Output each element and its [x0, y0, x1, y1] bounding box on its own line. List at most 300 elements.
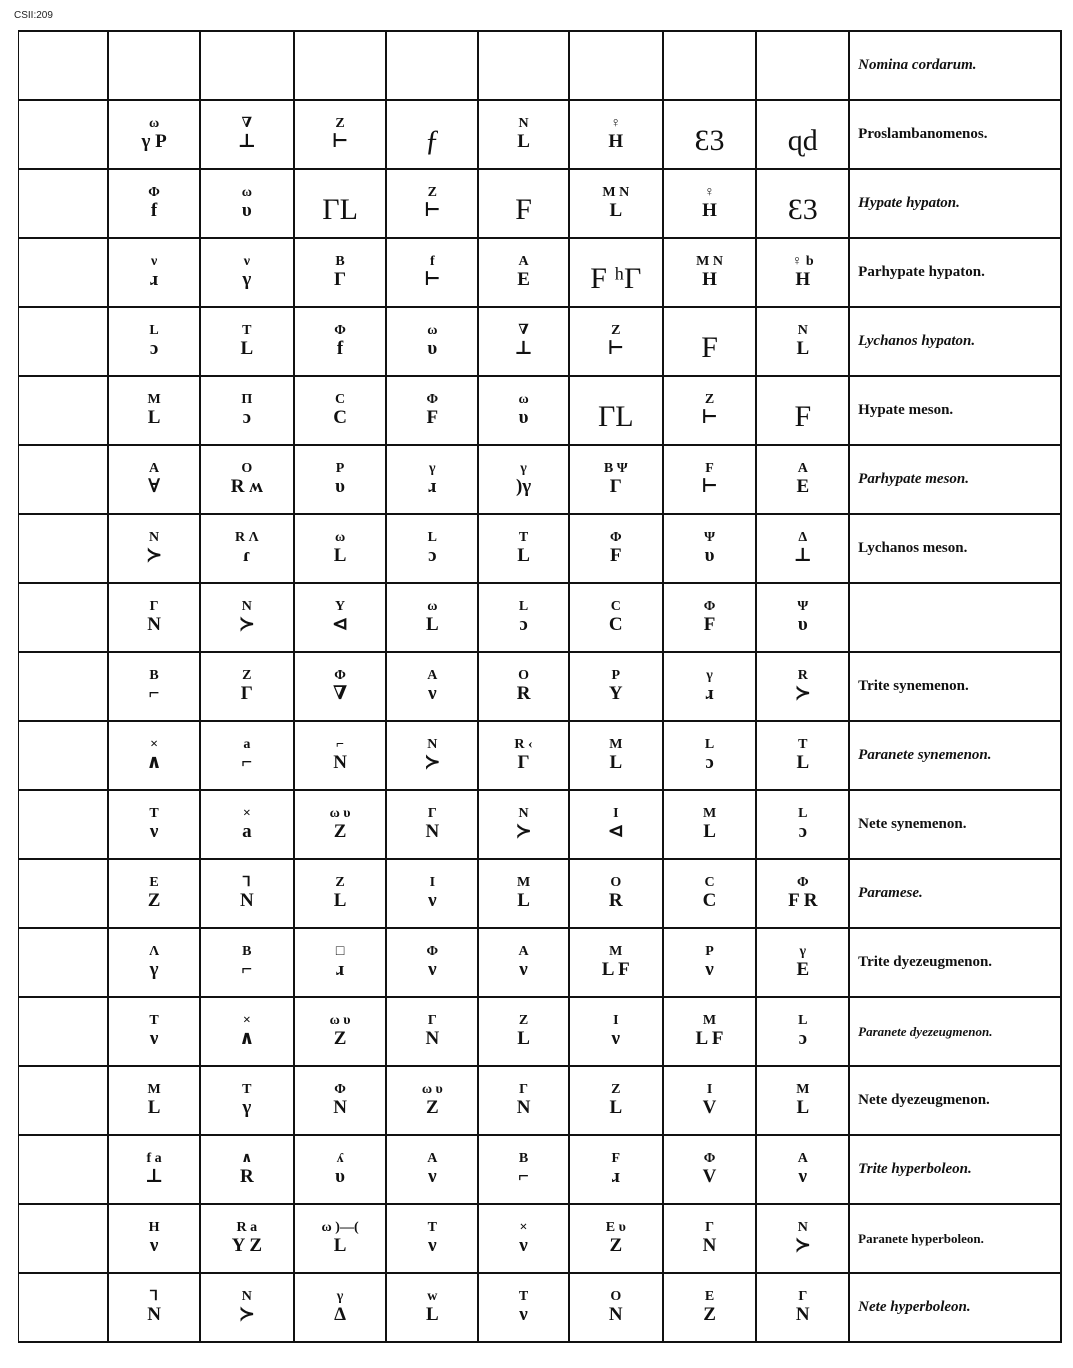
notation-cell — [386, 238, 478, 307]
notation-symbol — [241, 393, 252, 428]
vocal-sign: P — [611, 668, 621, 684]
instrumental-sign: f — [150, 199, 158, 221]
vocal-sign: × — [519, 1220, 528, 1236]
instrumental-sign: L — [333, 544, 347, 566]
instrumental-sign: Z — [333, 820, 347, 842]
instrumental-sign: ∀ — [147, 475, 161, 497]
notation-cell — [569, 1066, 663, 1135]
notation-symbol — [334, 255, 346, 290]
notation-cell — [294, 790, 387, 859]
notation-cell — [756, 100, 849, 169]
instrumental-sign: ⊥ — [237, 130, 256, 152]
vocal-sign: Ψ — [797, 599, 809, 615]
vocal-sign: I — [613, 1013, 619, 1029]
notation-cell — [663, 169, 757, 238]
vocal-sign: Γ — [427, 806, 437, 822]
vocal-sign: F — [611, 1151, 621, 1167]
vocal-sign: ∧ — [241, 1151, 253, 1167]
notation-cell — [200, 859, 294, 928]
notation-cell — [756, 445, 849, 514]
notation-cell — [478, 1273, 569, 1342]
notation-symbol — [147, 1290, 161, 1325]
vocal-sign: f — [429, 254, 435, 270]
instrumental-sign: ɔ — [149, 337, 159, 359]
notation-cell — [756, 238, 849, 307]
string-name-label: Proslambanomenos. — [849, 100, 1061, 169]
instrumental-sign: ν — [428, 958, 437, 980]
instrumental-sign: f — [336, 337, 344, 359]
notation-symbol — [241, 738, 252, 773]
blank-cell — [19, 238, 109, 307]
blank-cell — [19, 1066, 109, 1135]
notation-symbol — [609, 1083, 622, 1118]
blank-cell — [19, 583, 109, 652]
instrumental-sign: ɹ — [611, 1165, 621, 1187]
string-name-label: Paranete synemenon. — [849, 721, 1061, 790]
notation-cell — [386, 445, 478, 514]
notation-symbol — [427, 324, 437, 359]
vocal-sign: f a — [146, 1151, 162, 1167]
instrumental-sign: L — [517, 1027, 530, 1049]
notation-symbol — [604, 462, 628, 497]
notation-symbol — [333, 669, 347, 704]
notation-symbol — [705, 669, 713, 704]
notation-cell — [294, 445, 387, 514]
vocal-sign: O — [610, 1289, 622, 1305]
vocal-sign: A — [518, 944, 529, 960]
page-id: CSII:209 — [14, 10, 53, 21]
vocal-sign: ω υ — [329, 806, 351, 822]
notation-symbol — [149, 669, 160, 704]
notation-symbol — [335, 1152, 345, 1187]
vocal-sign: C — [704, 875, 715, 891]
vocal-sign: E — [704, 1289, 715, 1305]
string-name-label: Hypate hypaton. — [849, 169, 1061, 238]
instrumental-sign: N — [147, 613, 161, 635]
notation-symbol — [517, 1014, 530, 1049]
instrumental-sign: ⊢ — [331, 130, 349, 152]
empty-header-cell — [478, 31, 569, 100]
instrumental-sign: L — [609, 1096, 623, 1118]
vocal-sign: Z — [427, 185, 437, 201]
instrumental-sign: L F — [695, 1027, 724, 1049]
notation-cell — [756, 1135, 849, 1204]
vocal-sign — [322, 182, 358, 194]
notation-symbol — [609, 1290, 623, 1325]
instrumental-sign: H — [795, 268, 811, 290]
instrumental-sign: υ — [518, 406, 529, 428]
notation-cell — [756, 859, 849, 928]
notation-symbol — [336, 945, 344, 980]
blank-cell — [19, 1135, 109, 1204]
instrumental-sign: ⌐ — [241, 751, 253, 773]
instrumental-sign: ɹ — [705, 682, 714, 704]
notation-cell — [663, 1135, 757, 1204]
notation-cell — [756, 514, 849, 583]
vocal-sign: C — [335, 392, 346, 408]
instrumental-sign: υ — [241, 199, 252, 221]
string-name-label: Trite synemenon. — [849, 652, 1061, 721]
notation-cell — [663, 1066, 757, 1135]
vocal-sign — [788, 182, 818, 194]
notation-cell — [663, 928, 757, 997]
vocal-sign: Γ — [149, 599, 159, 615]
vocal-sign — [701, 320, 718, 332]
notation-symbol — [514, 324, 532, 359]
instrumental-sign: Z — [333, 1027, 347, 1049]
vocal-sign: Γ — [798, 1289, 808, 1305]
instrumental-sign: ɔ — [705, 751, 714, 773]
instrumental-sign: L — [609, 751, 623, 773]
vocal-sign: R — [797, 668, 808, 684]
notation-symbol — [231, 462, 263, 497]
vocal-sign: Φ — [334, 1082, 346, 1098]
notation-cell — [200, 238, 294, 307]
notation-cell — [663, 238, 757, 307]
vocal-sign: I — [613, 806, 619, 822]
vocal-sign: Z — [335, 875, 345, 891]
instrumental-sign: a — [242, 820, 252, 842]
vocal-sign: T — [518, 1289, 529, 1305]
instrumental-sign: ≻ — [424, 751, 441, 773]
notation-cell — [663, 652, 757, 721]
vocal-sign: L — [798, 806, 808, 822]
instrumental-sign: )γ — [515, 475, 532, 497]
notation-symbol — [612, 1152, 621, 1187]
notation-cell — [108, 928, 200, 997]
instrumental-sign: F — [703, 613, 716, 635]
notation-cell — [478, 307, 569, 376]
notation-cell — [108, 307, 200, 376]
notation-cell — [569, 790, 663, 859]
vocal-sign: N — [797, 1220, 808, 1236]
notation-symbol — [149, 945, 159, 980]
notation-cell — [756, 307, 849, 376]
notation-row — [19, 859, 1062, 928]
vocal-sign: ω — [427, 599, 438, 615]
string-name-label: Paranete hyperboleon. — [849, 1204, 1061, 1273]
notation-cell — [294, 376, 387, 445]
notation-cell — [294, 100, 387, 169]
vocal-sign: B — [242, 944, 252, 960]
instrumental-sign: E — [517, 268, 530, 290]
instrumental-sign: ∇ — [332, 682, 348, 704]
notation-cell — [569, 238, 663, 307]
instrumental-sign: H — [702, 268, 717, 290]
vocal-sign — [590, 251, 641, 263]
notation-cell — [386, 307, 478, 376]
blank-cell — [19, 652, 109, 721]
instrumental-sign: ⊢ — [423, 199, 441, 221]
notation-cell — [478, 583, 569, 652]
notation-cell — [478, 859, 569, 928]
instrumental-sign: L — [796, 751, 810, 773]
vocal-sign: Ψ — [704, 530, 715, 546]
notation-cell — [386, 790, 478, 859]
instrumental-sign: Z — [703, 1303, 716, 1325]
instrumental-sign: ≻ — [794, 1234, 811, 1256]
notation-symbol — [148, 876, 161, 911]
instrumental-sign: H — [702, 199, 717, 221]
instrumental-sign: F — [701, 330, 718, 364]
instrumental-sign: ɹ — [149, 268, 159, 290]
vocal-sign: M — [516, 875, 531, 891]
notation-symbol — [515, 182, 532, 225]
instrumental-sign: Γ — [240, 682, 253, 704]
notation-symbol — [427, 1152, 437, 1187]
string-name-label: Trite dyezeugmenon. — [849, 928, 1061, 997]
notation-cell — [386, 1066, 478, 1135]
notation-table — [18, 30, 1062, 1343]
notation-cell — [663, 859, 757, 928]
instrumental-sign: C — [608, 613, 623, 635]
vocal-sign: T — [518, 530, 529, 546]
vocal-sign: T — [427, 1220, 437, 1236]
vocal-sign: Φ — [148, 185, 160, 201]
vocal-sign: A — [797, 1151, 808, 1167]
notation-row — [19, 445, 1062, 514]
instrumental-sign: ν — [519, 958, 528, 980]
vocal-sign: T — [798, 737, 808, 753]
notation-cell — [569, 1204, 663, 1273]
notation-symbol — [517, 669, 531, 704]
vocal-sign — [794, 389, 811, 401]
blank-cell — [19, 169, 109, 238]
instrumental-sign: L — [796, 337, 810, 359]
notation-cell — [294, 583, 387, 652]
vocal-sign: I — [706, 1082, 713, 1098]
instrumental-sign: N — [795, 1303, 810, 1325]
instrumental-sign: L — [609, 199, 623, 221]
notation-cell — [294, 169, 387, 238]
vocal-sign — [788, 113, 818, 125]
notation-symbol — [612, 1014, 621, 1049]
vocal-sign: B — [335, 254, 345, 270]
instrumental-sign: ⊥ — [793, 544, 812, 566]
instrumental-sign: L — [517, 544, 530, 566]
vocal-sign: T — [242, 1082, 252, 1098]
instrumental-sign: N — [239, 889, 254, 911]
instrumental-sign: ≻ — [238, 613, 255, 635]
notation-cell — [569, 997, 663, 1066]
vocal-sign: ♀ b — [791, 254, 814, 270]
instrumental-sign: γ P — [141, 130, 167, 152]
instrumental-sign: Γ — [609, 475, 622, 497]
instrumental-sign: L — [703, 820, 716, 842]
string-name-label: Parhypate hypaton. — [849, 238, 1061, 307]
notation-cell — [108, 583, 200, 652]
notation-symbol — [425, 1014, 439, 1049]
notation-symbol — [796, 324, 809, 359]
notation-cell — [569, 445, 663, 514]
notation-symbol — [428, 1221, 437, 1256]
vocal-sign: O — [518, 668, 529, 684]
notation-cell — [756, 1204, 849, 1273]
vocal-sign: × — [150, 737, 159, 753]
notation-cell — [569, 1273, 663, 1342]
notation-cell — [663, 100, 757, 169]
notation-symbol — [428, 876, 437, 911]
instrumental-sign: υ — [335, 475, 346, 497]
notation-cell — [294, 652, 387, 721]
instrumental-sign: ν — [149, 1234, 159, 1256]
notation-symbol — [519, 1290, 528, 1325]
notation-row — [19, 1135, 1062, 1204]
notation-cell — [386, 583, 478, 652]
instrumental-sign: N — [333, 1096, 347, 1118]
notation-symbol — [427, 945, 439, 980]
notation-cell — [386, 1135, 478, 1204]
notation-symbol — [141, 117, 166, 152]
notation-row — [19, 928, 1062, 997]
vocal-sign: ν — [243, 254, 250, 270]
notation-cell — [294, 1135, 387, 1204]
notation-cell — [663, 1204, 757, 1273]
notation-cell — [478, 997, 569, 1066]
vocal-sign: N — [518, 806, 529, 822]
vocal-sign: Λ — [149, 944, 160, 960]
vocal-sign: N — [518, 116, 529, 132]
notation-cell — [478, 790, 569, 859]
notation-cell — [663, 1273, 757, 1342]
instrumental-sign: ⊥ — [144, 1165, 164, 1187]
instrumental-sign: F ʰΓ — [590, 261, 642, 295]
instrumental-sign: ⊢ — [701, 475, 718, 497]
instrumental-sign: ɔ — [428, 544, 437, 566]
notation-symbol — [518, 1152, 529, 1187]
notation-cell — [108, 997, 200, 1066]
instrumental-sign: ν — [428, 889, 437, 911]
notation-cell — [478, 1135, 569, 1204]
notation-symbol — [797, 600, 808, 635]
notation-symbol — [788, 182, 818, 225]
vocal-sign: B — [149, 668, 159, 684]
vocal-sign: M — [609, 944, 623, 960]
instrumental-sign: F — [794, 399, 812, 433]
vocal-sign: B Ψ — [603, 461, 628, 477]
notation-symbol — [150, 255, 158, 290]
vocal-sign: ν — [150, 254, 158, 270]
notation-symbol — [240, 876, 254, 911]
instrumental-sign: γ — [149, 958, 159, 980]
instrumental-sign: ν — [611, 1027, 621, 1049]
notation-symbol — [602, 186, 629, 221]
instrumental-sign: ɹ — [428, 475, 437, 497]
vocal-sign: w — [427, 1289, 438, 1305]
vocal-sign: Δ — [798, 530, 808, 546]
notation-cell — [386, 376, 478, 445]
instrumental-sign: ɔ — [798, 1027, 808, 1049]
vocal-sign: M — [796, 1082, 810, 1098]
notation-symbol — [517, 531, 530, 566]
notation-cell — [108, 1204, 200, 1273]
blank-cell — [19, 1204, 109, 1273]
notation-cell — [478, 169, 569, 238]
blank-cell — [19, 514, 109, 583]
vocal-sign: I — [429, 875, 436, 891]
vocal-sign — [515, 182, 532, 194]
vocal-sign: γ — [520, 461, 527, 477]
notation-symbol — [332, 600, 348, 635]
vocal-sign: L — [798, 1013, 808, 1029]
blank-cell — [19, 859, 109, 928]
vocal-sign: E υ — [605, 1220, 626, 1236]
vocal-sign: Φ — [703, 599, 716, 615]
vocal-sign: A — [797, 461, 808, 477]
notation-symbol — [428, 531, 437, 566]
instrumental-sign: V — [702, 1096, 717, 1118]
instrumental-sign: ΓL — [322, 192, 358, 226]
blank-cell — [19, 307, 109, 376]
notation-symbol — [424, 255, 441, 290]
vocal-sign: N — [797, 323, 808, 339]
vocal-sign: ⌐ — [336, 737, 345, 753]
string-name-label: Nete hyperboleon. — [849, 1273, 1061, 1342]
notation-cell — [663, 583, 757, 652]
instrumental-sign: Ɛ3 — [787, 192, 818, 226]
notation-row — [19, 307, 1062, 376]
notation-symbol — [704, 600, 716, 635]
notation-symbol — [241, 669, 253, 704]
instrumental-sign: ⊲ — [607, 820, 624, 842]
instrumental-sign: Γ — [517, 751, 530, 773]
notation-symbol — [242, 186, 252, 221]
notation-cell — [756, 721, 849, 790]
notation-symbol — [703, 1290, 716, 1325]
notation-cell — [294, 859, 387, 928]
notation-cell — [200, 1135, 294, 1204]
notation-symbol — [322, 1221, 359, 1256]
notation-cell — [663, 307, 757, 376]
notation-symbol — [238, 117, 256, 152]
blank-cell — [19, 100, 109, 169]
notation-cell — [108, 1273, 200, 1342]
notation-row — [19, 652, 1062, 721]
notation-symbol — [334, 531, 347, 566]
notation-symbol — [424, 186, 441, 221]
vocal-sign: ω — [241, 185, 252, 201]
notation-symbol — [147, 393, 160, 428]
notation-symbol — [705, 738, 714, 773]
vocal-sign: N — [241, 599, 252, 615]
notation-symbol — [334, 324, 346, 359]
notation-row — [19, 376, 1062, 445]
notation-cell — [569, 721, 663, 790]
instrumental-sign: F R — [788, 889, 818, 911]
blank-cell — [19, 928, 109, 997]
instrumental-sign: N — [147, 1303, 161, 1325]
notation-symbol — [609, 738, 622, 773]
blank-cell — [19, 790, 109, 859]
instrumental-sign: ν — [428, 1234, 437, 1256]
instrumental-sign: ΓL — [597, 399, 634, 433]
instrumental-sign: υ — [427, 337, 438, 359]
instrumental-sign: N — [425, 820, 440, 842]
notation-cell — [200, 445, 294, 514]
instrumental-sign: ⌐ — [518, 1165, 529, 1187]
notation-symbol — [333, 1083, 347, 1118]
vocal-sign: ω υ — [329, 1013, 351, 1029]
instrumental-sign: R ʍ — [230, 475, 263, 497]
notation-symbol — [798, 1014, 807, 1049]
notation-symbol — [703, 1221, 717, 1256]
notation-cell — [663, 790, 757, 859]
notation-symbol — [609, 876, 623, 911]
notation-symbol — [696, 1014, 724, 1049]
empty-header-cell — [756, 31, 849, 100]
notation-symbol — [428, 462, 436, 497]
instrumental-sign: Z — [609, 1234, 623, 1256]
